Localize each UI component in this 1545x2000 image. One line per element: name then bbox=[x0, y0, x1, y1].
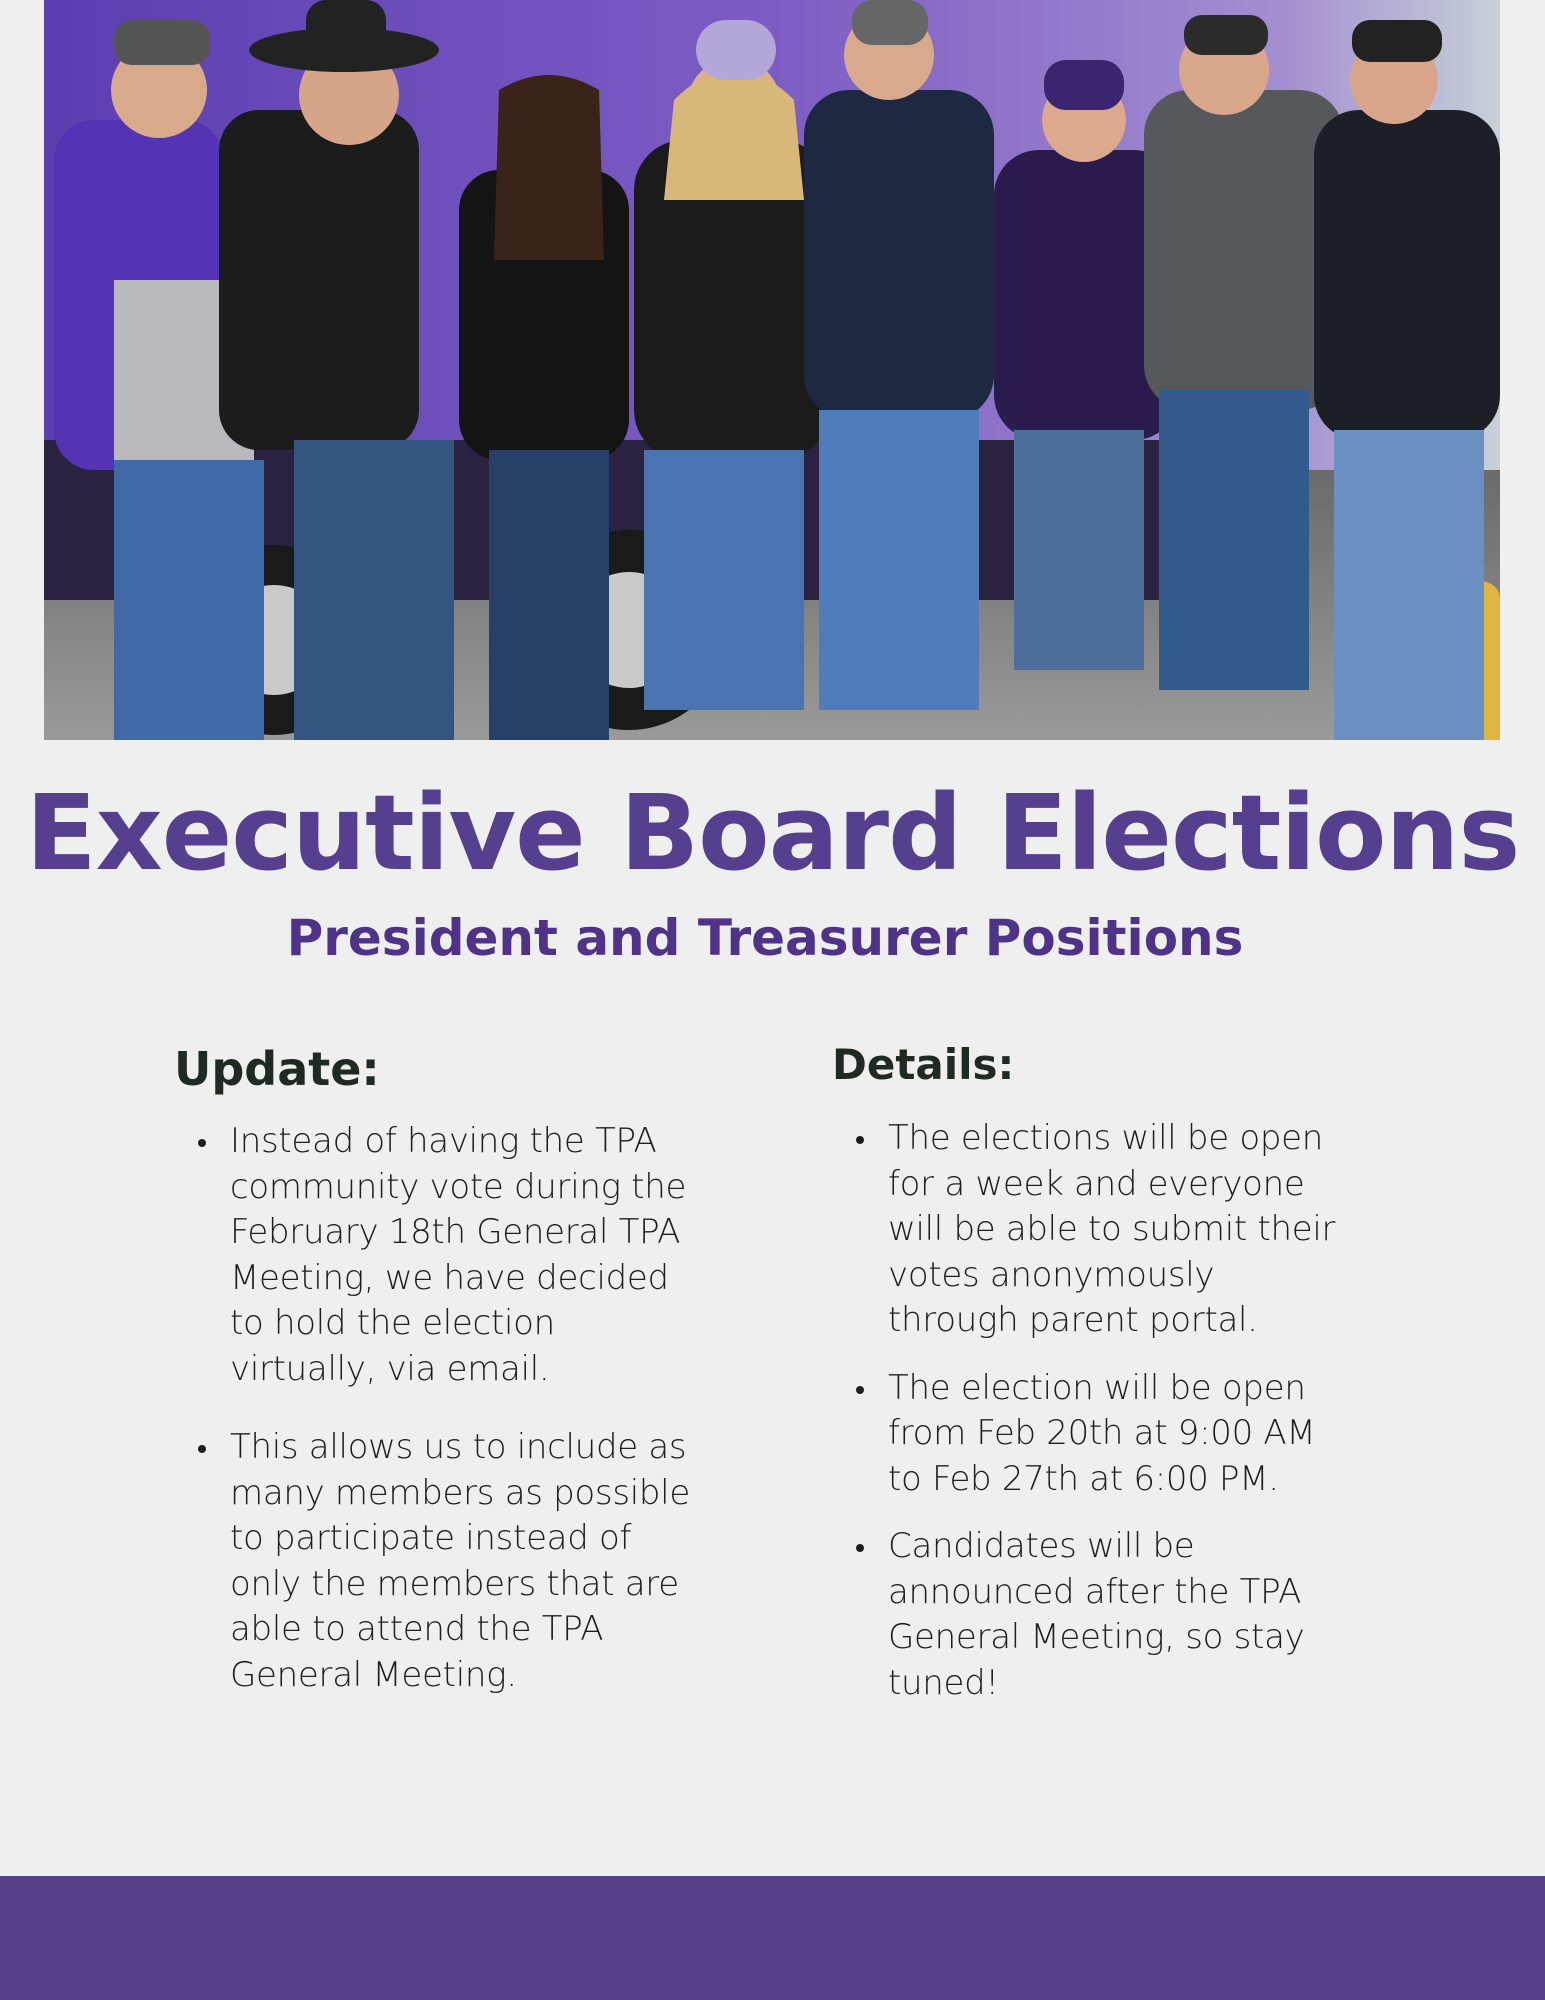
list-item bbox=[174, 1119, 694, 1392]
bullet-icon bbox=[856, 1544, 864, 1552]
update-heading: Update: bbox=[174, 1042, 380, 1096]
list-item bbox=[174, 1425, 694, 1698]
footer-band bbox=[0, 1876, 1545, 2000]
list-item-text: Instead of having the TPA community vote during the February 18th General TPA Meeting, we have decided to hold the election virtually, via email. bbox=[230, 1121, 687, 1389]
list-item-text: The election will be open from Feb 20th at 9:00 AM to Feb 27th at 6:00 PM. bbox=[888, 1367, 1316, 1499]
group-photo bbox=[44, 0, 1500, 740]
list-item bbox=[832, 1366, 1352, 1503]
details-heading: Details: bbox=[832, 1040, 1015, 1089]
bullet-icon bbox=[198, 1139, 206, 1147]
list-item bbox=[832, 1116, 1352, 1344]
bullet-icon bbox=[856, 1136, 864, 1144]
bullet-icon bbox=[198, 1445, 206, 1453]
list-item-text: This allows us to include as many members as possible to participate instead of only the members that are able to attend the TPA General Meeting. bbox=[230, 1427, 690, 1695]
page-subtitle: President and Treasurer Positions bbox=[286, 909, 1244, 967]
list-item bbox=[832, 1524, 1352, 1706]
update-section bbox=[174, 1040, 694, 1731]
update-list bbox=[174, 1119, 694, 1698]
list-item-text: Candidates will be announced after the TPA General Meeting, so stay tuned! bbox=[888, 1526, 1305, 1703]
details-section bbox=[832, 1040, 1352, 1728]
bullet-icon bbox=[856, 1386, 864, 1394]
group-photo-image bbox=[44, 0, 1500, 740]
list-item-text: The elections will be open for a week and everyone will be able to submit their votes anonymously through parent portal. bbox=[888, 1118, 1336, 1341]
page-title: Executive Board Elections bbox=[25, 772, 1520, 894]
details-list bbox=[832, 1116, 1352, 1706]
